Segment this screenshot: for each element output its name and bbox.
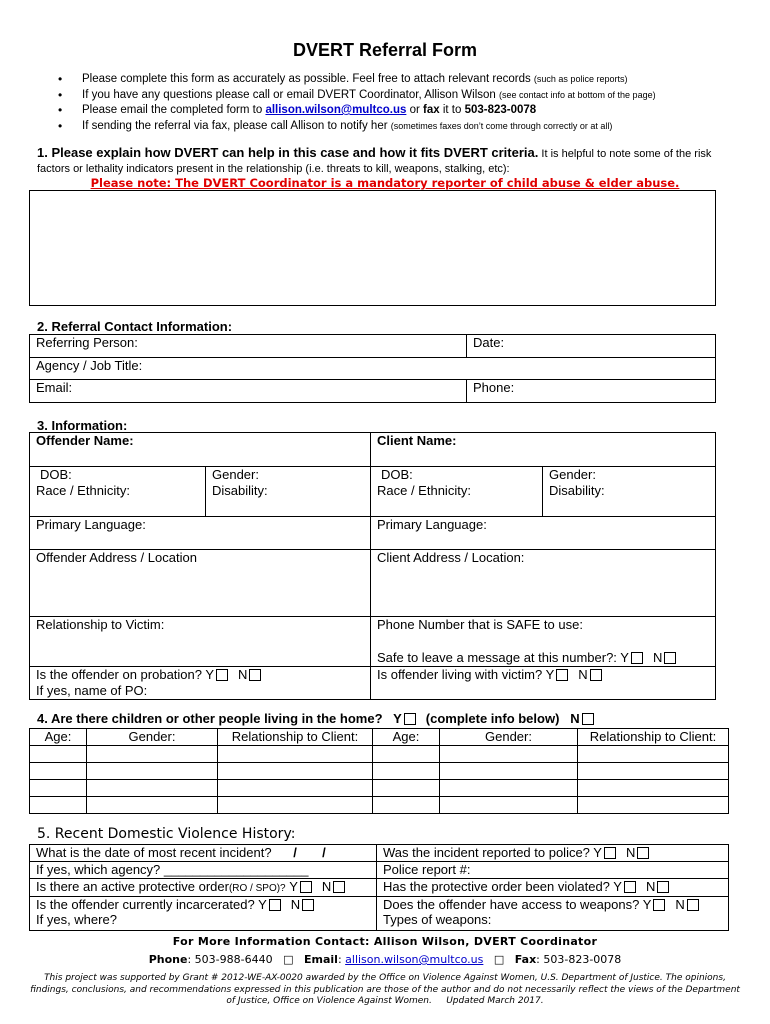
client-language-field[interactable]: Primary Language:: [371, 517, 716, 550]
offender-gender-field[interactable]: Gender: Disability:: [206, 467, 371, 517]
weapons-no-checkbox[interactable]: [687, 899, 699, 911]
protective-order-field[interactable]: Is there an active protective order(RO / SPO)? Y N: [30, 879, 377, 897]
case-explanation-field[interactable]: [29, 190, 716, 306]
column-header: Age:: [373, 729, 440, 746]
relationship-field[interactable]: Relationship to Victim:: [30, 617, 371, 667]
client-name-field[interactable]: Client Name:: [371, 433, 716, 467]
column-header: Relationship to Client:: [218, 729, 373, 746]
instructions-list: [58, 72, 748, 134]
list-item: • If you have any questions please call or email DVERT Coordinator, Allison Wilson (see contact info at bottom of the page): [58, 88, 748, 104]
section-2-heading: 2. Referral Contact Information:: [37, 319, 233, 334]
children-no-checkbox[interactable]: [582, 713, 594, 725]
footer-contact-line: Phone: 503-988-6440 □ Email: allison.wilson@multco.us □ Fax: 503-823-0078: [148, 953, 622, 966]
living-with-victim-yes-checkbox[interactable]: [556, 669, 568, 681]
referral-contact-table: [29, 334, 716, 403]
agency-field[interactable]: Agency / Job Title:: [30, 358, 716, 380]
table-row: [30, 763, 729, 780]
reported-no-checkbox[interactable]: [637, 847, 649, 859]
children-yes-checkbox[interactable]: [404, 713, 416, 725]
section-5-heading: 5. Recent Domestic Violence History:: [37, 826, 296, 842]
safe-message-yes-checkbox[interactable]: [631, 652, 643, 664]
page-title: DVERT Referral Form: [292, 40, 478, 60]
protective-order-no-checkbox[interactable]: [333, 881, 345, 893]
dv-history-table: [29, 844, 729, 931]
referring-person-field[interactable]: Referring Person:: [30, 335, 467, 358]
section-4-heading: 4. Are there children or other people living in the home? Y (complete info below) N: [37, 711, 604, 726]
mandatory-reporter-note: Please note: The DVERT Coordinator is a mandatory reporter of child abuse & elder abuse.: [90, 176, 680, 190]
which-agency-field[interactable]: If yes, which agency? ____________________: [30, 862, 377, 879]
order-violated-field[interactable]: Has the protective order been violated? Y N: [377, 879, 729, 897]
table-row: [30, 780, 729, 797]
column-header: Gender:: [440, 729, 578, 746]
information-table: [29, 432, 716, 700]
offender-address-field[interactable]: Offender Address / Location: [30, 550, 371, 617]
reported-field[interactable]: Was the incident reported to police? Y N: [377, 845, 729, 862]
protective-order-yes-checkbox[interactable]: [300, 881, 312, 893]
household-members-table: [29, 728, 729, 814]
list-item: • Please email the completed form to allison.wilson@multco.us or fax it to 503-823-0078: [58, 103, 748, 119]
offender-language-field[interactable]: Primary Language:: [30, 517, 371, 550]
safe-phone-field[interactable]: Phone Number that is SAFE to use: Safe to leave a message at this number?: Y N: [371, 617, 716, 667]
footer-email-link[interactable]: allison.wilson@multco.us: [345, 953, 484, 966]
list-item: • Please complete this form as accurately as possible. Feel free to attach relevant records (such as police reports): [58, 72, 748, 88]
weapons-yes-checkbox[interactable]: [653, 899, 665, 911]
client-gender-field[interactable]: Gender: Disability:: [543, 467, 716, 517]
probation-yes-checkbox[interactable]: [216, 669, 228, 681]
living-with-victim-field[interactable]: Is offender living with victim? Y N: [371, 667, 716, 700]
incarcerated-field[interactable]: Is the offender currently incarcerated? Y N If yes, where?: [30, 897, 377, 931]
table-row: [30, 797, 729, 814]
order-violated-no-checkbox[interactable]: [657, 881, 669, 893]
incarcerated-yes-checkbox[interactable]: [269, 899, 281, 911]
client-dob-field[interactable]: DOB: Race / Ethnicity:: [371, 467, 543, 517]
weapons-field[interactable]: Does the offender have access to weapons? Y N Types of weapons:: [377, 897, 729, 931]
disclaimer: This project was supported by Grant # 2012-WE-AX-0020 awarded by the Office on Violence Against Women, U.S. Department of Justice. The opinions, findings, conclusions, and recommendations expressed in this publication are those of the author and do not necessarily reflect the views of the Department of Justice, Office on Violence Against Women. Updated March 2017.: [30, 973, 740, 1006]
table-row: [30, 746, 729, 763]
safe-message-no-checkbox[interactable]: [664, 652, 676, 664]
column-header: Age:: [30, 729, 87, 746]
client-address-field[interactable]: Client Address / Location:: [371, 550, 716, 617]
phone-field[interactable]: Phone:: [467, 380, 716, 403]
probation-field[interactable]: Is the offender on probation? Y N If yes, name of PO:: [30, 667, 371, 700]
date-field[interactable]: Date:: [467, 335, 716, 358]
recent-incident-field[interactable]: What is the date of most recent incident? / /: [30, 845, 377, 862]
offender-name-field[interactable]: Offender Name:: [30, 433, 371, 467]
section-1-heading: 1. Please explain how DVERT can help in this case and how it fits DVERT criteria. It is helpful to note some of the risk factors or lethality indicators present in the relationship (i.e. threats to kill, weapons, stalking, etc):: [37, 145, 712, 175]
email-field[interactable]: Email:: [30, 380, 467, 403]
incarcerated-no-checkbox[interactable]: [302, 899, 314, 911]
column-header: Relationship to Client:: [578, 729, 729, 746]
email-link[interactable]: allison.wilson@multco.us: [265, 104, 407, 116]
list-item: • If sending the referral via fax, please call Allison to notify her (sometimes faxes don’t come through correctly or at all): [58, 119, 748, 135]
column-header: Gender:: [87, 729, 218, 746]
order-violated-yes-checkbox[interactable]: [624, 881, 636, 893]
reported-yes-checkbox[interactable]: [604, 847, 616, 859]
footer-contact: For More Information Contact: Allison Wilson, DVERT Coordinator: [172, 935, 598, 948]
living-with-victim-no-checkbox[interactable]: [590, 669, 602, 681]
probation-no-checkbox[interactable]: [249, 669, 261, 681]
offender-dob-field[interactable]: DOB: Race / Ethnicity:: [30, 467, 206, 517]
section-3-heading: 3. Information:: [37, 418, 128, 433]
police-report-field[interactable]: Police report #:: [377, 862, 729, 879]
